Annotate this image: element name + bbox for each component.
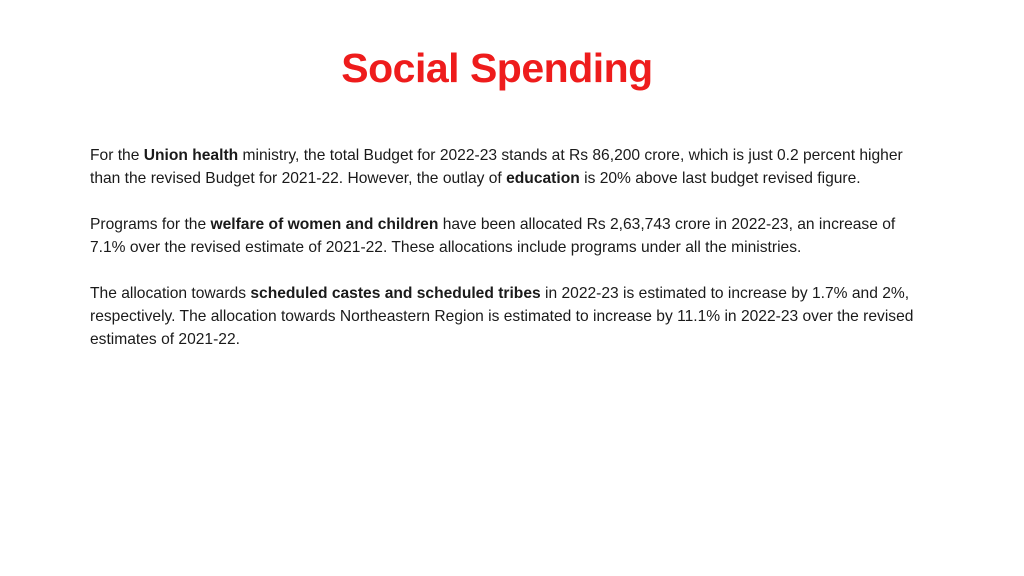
bold-segment: scheduled castes and scheduled tribes [250, 285, 541, 302]
text-segment: For the [90, 147, 144, 164]
bold-segment: Union health [143, 147, 239, 164]
paragraph-women-children [90, 213, 935, 259]
paragraph-sc-st [90, 282, 935, 351]
bold-segment: welfare of women and children [210, 216, 439, 233]
text-segment: in 2022-23 is estimated to increase by 1.7% and 2%, respectively. The allocation towards Northeastern Region is estimated to increase by 11.1% in 2022-23 over the revised estimates of 2021-22. [90, 285, 914, 348]
paragraph-health-education [90, 144, 935, 190]
text-segment: The allocation towards [90, 285, 251, 302]
text-segment: is 20% above last budget revised figure. [579, 170, 861, 187]
text-segment: ministry, the total Budget for 2022-23 stands at Rs 86,200 crore, which is just 0.2 percent higher than the revised Budget for 2021-22. However, the outlay of [90, 147, 903, 187]
slide-title: Social Spending [341, 45, 653, 91]
bold-segment: education [506, 170, 580, 187]
text-segment: Programs for the [90, 216, 211, 233]
text-segment: have been allocated Rs 2,63,743 crore in 2022-23, an increase of 7.1% over the revised estimate of 2021-22. These allocations include programs under all the ministries. [90, 216, 896, 256]
slide-body [90, 144, 935, 374]
